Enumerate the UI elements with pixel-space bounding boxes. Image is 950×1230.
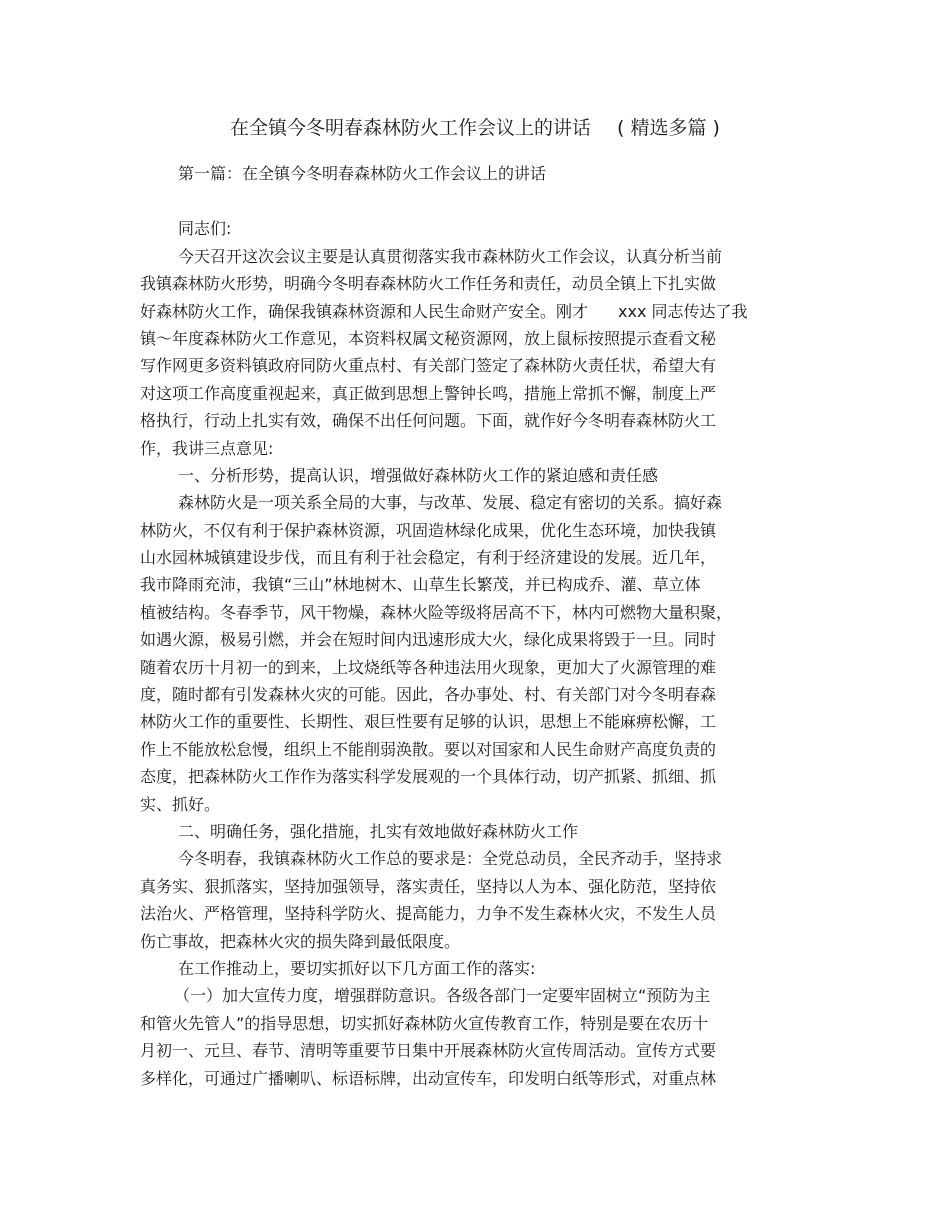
text-line: 法治火、严格管理，坚持科学防火、提高能力，力争不发生森林火灾，不发生人员: [140, 904, 717, 924]
text-line: 今冬明春，我镇森林防火工作总的要求是：全党总动员，全民齐动手，坚持求: [178, 849, 723, 869]
text-line: 在工作推动上，要切实抓好以下几方面工作的落实:: [178, 958, 536, 978]
text-segment: xxx 同志传达了我: [618, 301, 748, 321]
text-line: 多样化，可通过广播喇叭、标语标牌，出动宣传车，印发明白纸等形式，对重点林: [140, 1068, 717, 1088]
section-heading: 二、明确任务，强化措施，扎实有效地做好森林防火工作: [178, 821, 579, 841]
text-line: 我市降雨充沛，我镇“三山”林地树木、山草生长繁茂，并已构成乔、灌、草立体: [140, 575, 701, 595]
text-line: 伤亡事故，把森林火灾的损失降到最低限度。: [140, 931, 461, 951]
text-line: 作上不能放松怠慢，组织上不能削弱涣散。要以对国家和人民生命财产高度负责的: [140, 739, 717, 759]
text-line: 月初一、元旦、春节、清明等重要节日集中开展森林防火宣传周活动。宣传方式要: [140, 1041, 717, 1061]
text-segment: 好森林防火工作，确保我镇森林资源和人民生命财产安全。刚才: [140, 301, 589, 321]
document-body: [140, 188, 820, 1092]
text-line: 林防火，不仅有利于保护森林资源，巩固造林绿化成果，优化生态环境，加快我镇: [140, 520, 717, 540]
title-suffix: ( 精选多篇 ): [617, 117, 720, 139]
text-line: （一）加大宣传力度，增强群防意识。各级各部门一定要牢固树立“预防为主: [174, 986, 711, 1006]
blank-line: [140, 188, 820, 215]
text-line: 今天召开这次会议主要是认真贯彻落实我市森林防火工作会议，认真分析当前: [178, 246, 723, 266]
text-line: 林防火工作的重要性、长期性、艰巨性要有足够的认识，思想上不能麻痹松懈，工: [140, 712, 717, 732]
text-line: 和管火先管人”的指导思想，切实抓好森林防火宣传教育工作，特别是要在农历十: [140, 1013, 709, 1033]
text-line: [140, 298, 820, 325]
section-subtitle: 第一篇：在全镇今冬明春森林防火工作会议上的讲话: [178, 164, 547, 183]
text-line: 植被结构。冬春季节，风干物燥，森林火险等级将居高不下，林内可燃物大量积聚，: [140, 602, 733, 622]
text-line: 写作网更多资料镇政府同防火重点村、有关部门签定了森林防火责任状，希望大有: [140, 356, 717, 376]
text-line: 如遇火源，极易引燃，并会在短时间内迅速形成大火，绿化成果将毁于一旦。同时: [140, 630, 717, 650]
text-line: 山水园林城镇建设步伐，而且有利于社会稳定，有利于经济建设的发展。近几年，: [140, 548, 717, 568]
text-line: 格执行，行动上扎实有效，确保不出任何问题。下面，就作好今冬明春森林防火工: [140, 411, 717, 431]
section-heading: 一、分析形势，提高认识，增强做好森林防火工作的紧迫感和责任感: [178, 465, 659, 485]
text-line: 实、抓好。: [140, 794, 221, 814]
text-line: 镇～年度森林防火工作意见，本资料权属文秘资源网，放上鼠标按照提示查看文秘: [140, 328, 717, 348]
title-main: 在全镇今冬明春森林防火工作会议上的讲话: [230, 117, 592, 139]
text-line: 森林防火是一项关系全局的大事，与改革、发展、稳定有密切的关系。搞好森: [178, 493, 723, 513]
text-line: 度，随时都有引发森林火灾的可能。因此，各办事处、村、有关部门对今冬明春森: [140, 685, 717, 705]
text-line: 真务实、狠抓落实，坚持加强领导，落实责任，坚持以人为本、强化防范，坚持依: [140, 876, 717, 896]
text-line: 随着农历十月初一的到来，上坟烧纸等各种违法用火现象，更加大了火源管理的难: [140, 657, 717, 677]
document-title: [0, 113, 950, 143]
text-line: 我镇森林防火形势，明确今冬明春森林防火工作任务和责任，动员全镇上下扎实做: [140, 274, 717, 294]
text-line: 态度，把森林防火工作作为落实科学发展观的一个具体行动，切产抓紧、抓细、抓: [140, 767, 717, 787]
text-line: 对这项工作高度重视起来，真正做到思想上警钟长鸣，措施上常抓不懈，制度上严: [140, 383, 717, 403]
text-line: 同志们:: [178, 219, 232, 239]
text-line: 作，我讲三点意见:: [140, 438, 274, 458]
